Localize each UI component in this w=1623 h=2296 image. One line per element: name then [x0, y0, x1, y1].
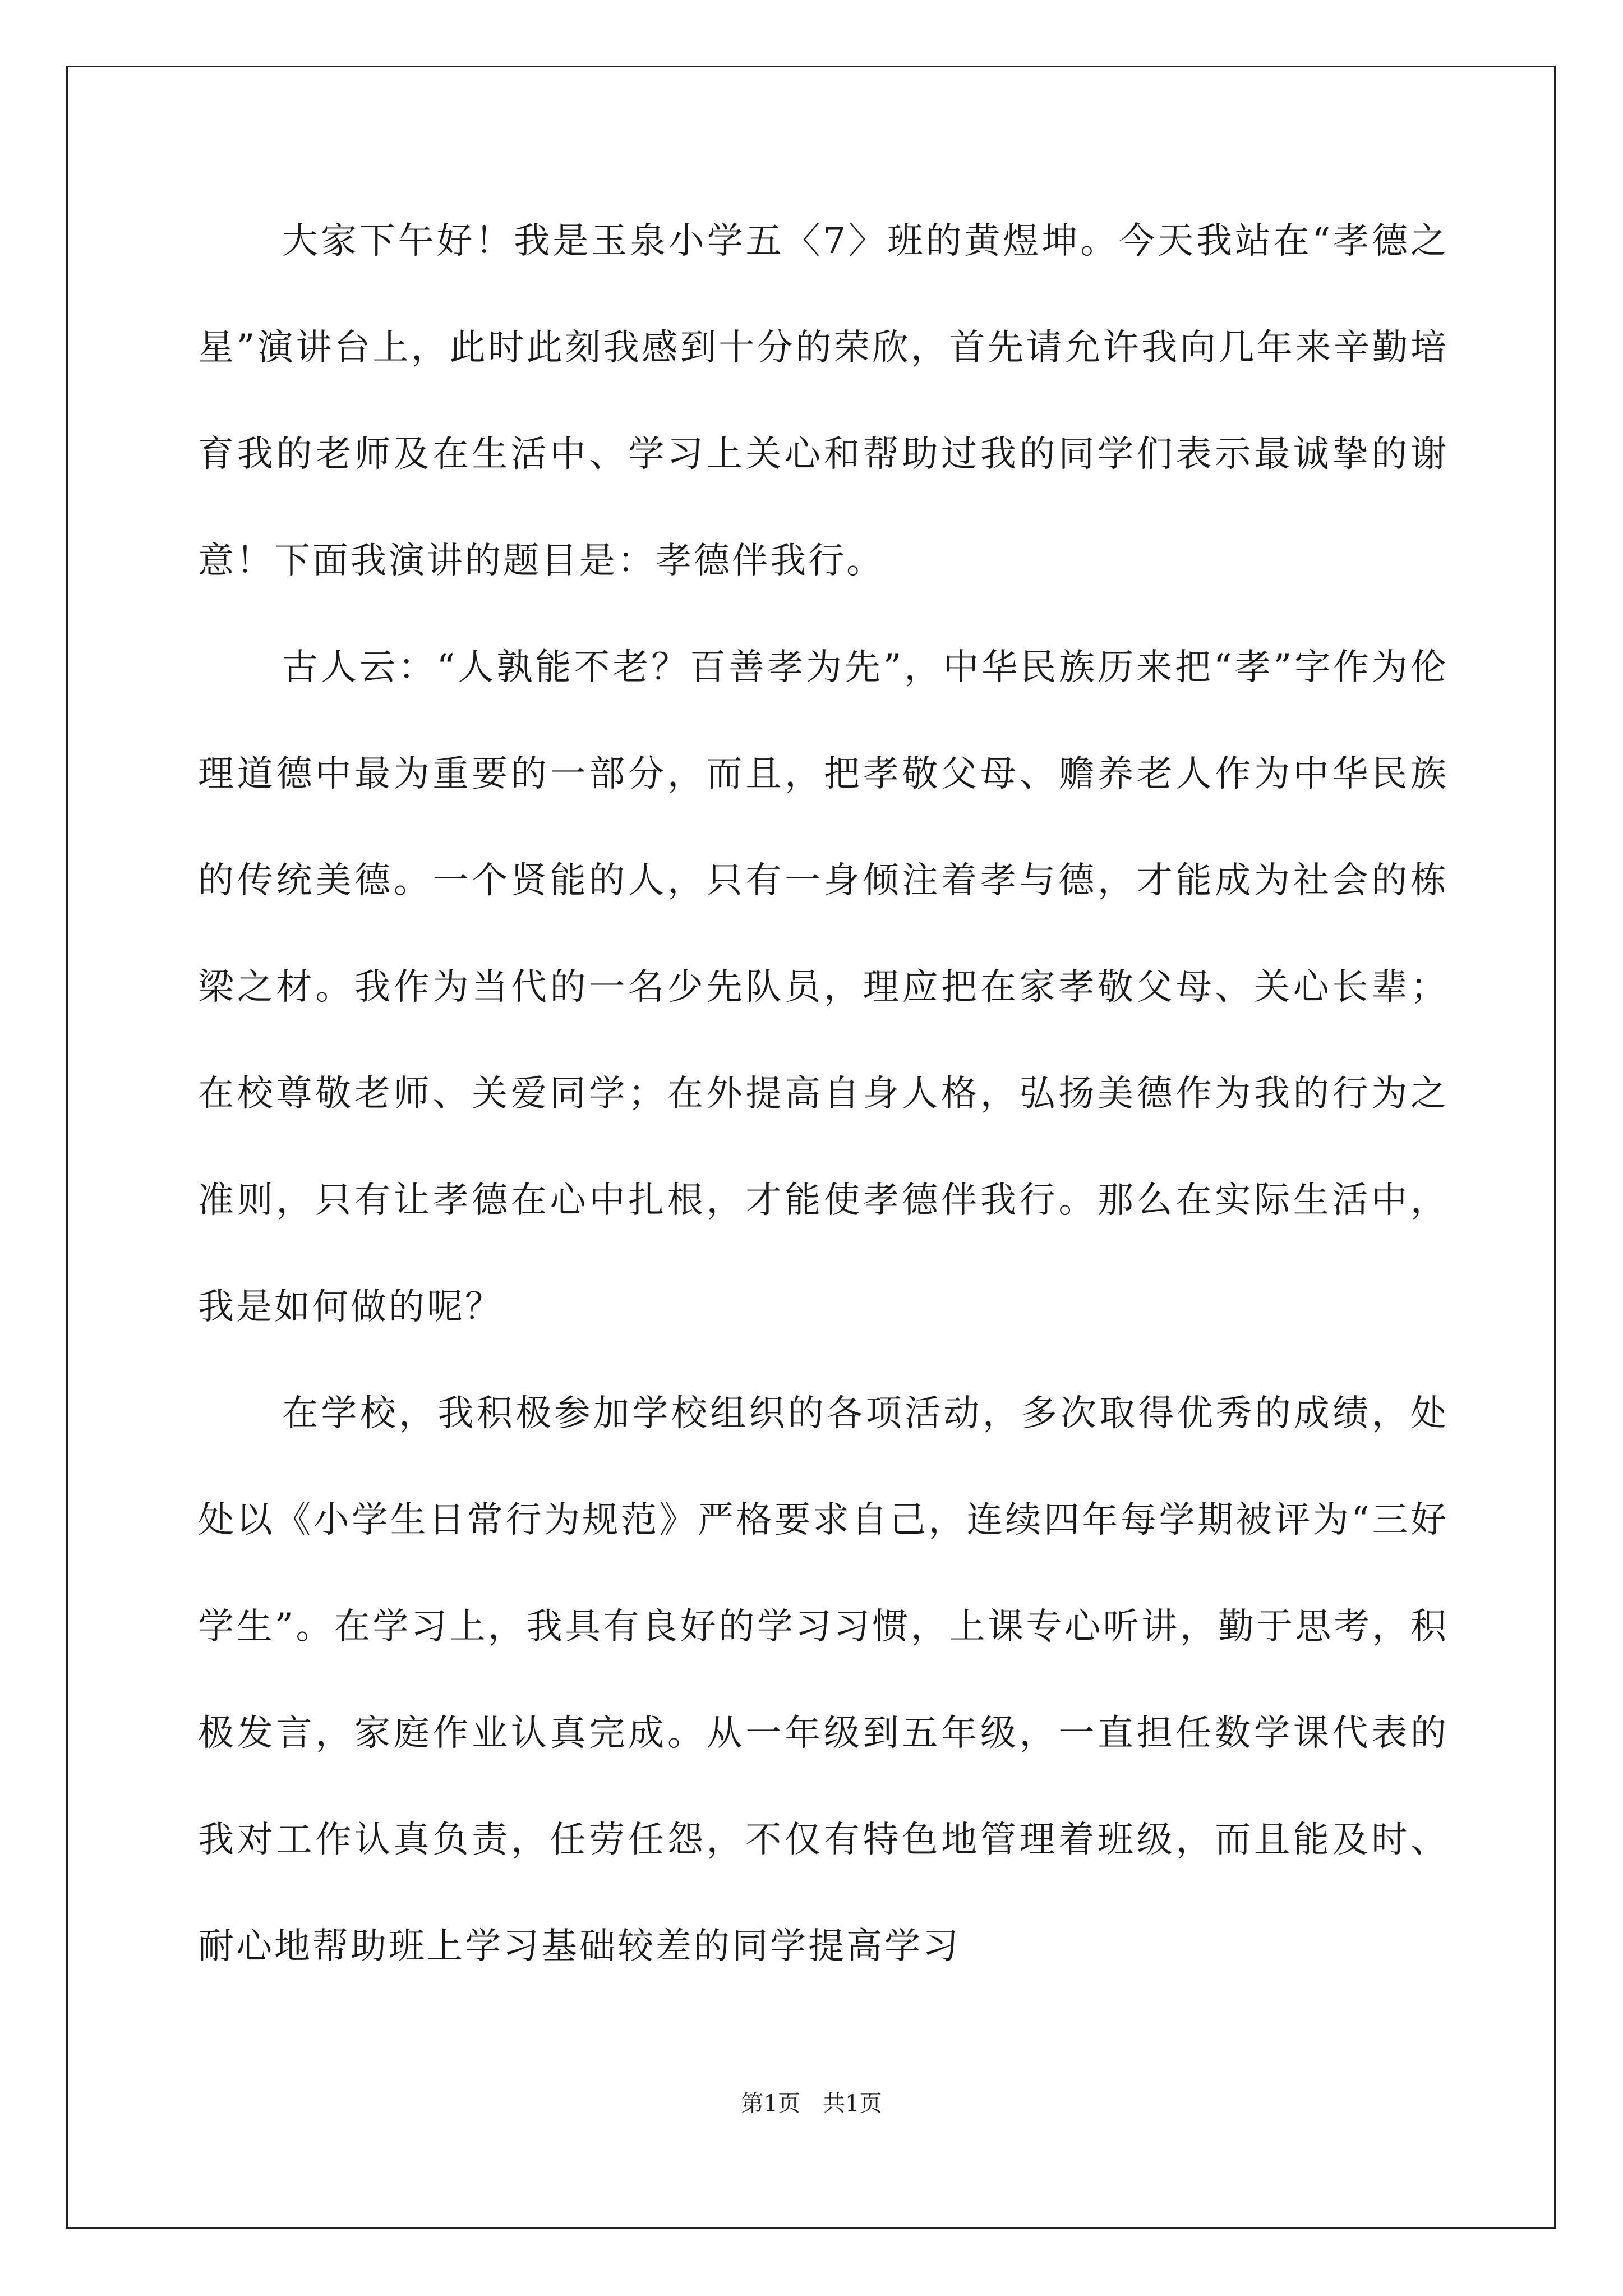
paragraph-filial-piety: 古人云：“人孰能不老？百善孝为先”，中华民族历来把“孝”字作为伦理道德中最为重要的一部分，而且，把孝敬父母、赡养老人作为中华民族的传统美德。一个贤能的人，只有一身倾注着孝与德，才能成为社会的栋梁之材。我作为当代的一名少先队员，理应把在家孝敬父母、关心长辈；在校尊敬老师、关爱同学；在外提高自身人格，弘扬美德作为我的行为之准则，只有让孝德在心中扎根，才能使孝德伴我行。那么在实际生活中，我是如何做的呢？ — [198, 647, 1449, 1328]
page-footer — [0, 2087, 1623, 2120]
page-number-total: 共1页 — [823, 2091, 882, 2116]
document-body — [198, 188, 1449, 2000]
page-number-current: 第1页 — [741, 2091, 800, 2116]
paragraph-school-life: 在学校，我积极参加学校组织的各项活动，多次取得优秀的成绩，处处以《小学生日常行为规范》严格要求自己，连续四年每学期被评为“三好学生”。在学习上，我具有良好的学习习惯，上课专心听讲，勤于思考，积极发言，家庭作业认真完成。从一年级到五年级，一直担任数学课代表的我对工作认真负责，任劳任怨，不仅有特色地管理着班级，而且能及时、耐心地帮助班上学习基础较差的同学提高学习 — [198, 1393, 1449, 1967]
paragraph-greeting: 大家下午好！我是玉泉小学五〈7〉班的黄煜坤。今天我站在“孝德之星”演讲台上，此时此刻我感到十分的荣欣，首先请允许我向几年来辛勤培育我的老师及在生活中、学习上关心和帮助过我的同学们表示最诚挚的谢意！下面我演讲的题目是：孝德伴我行。 — [198, 220, 1449, 582]
